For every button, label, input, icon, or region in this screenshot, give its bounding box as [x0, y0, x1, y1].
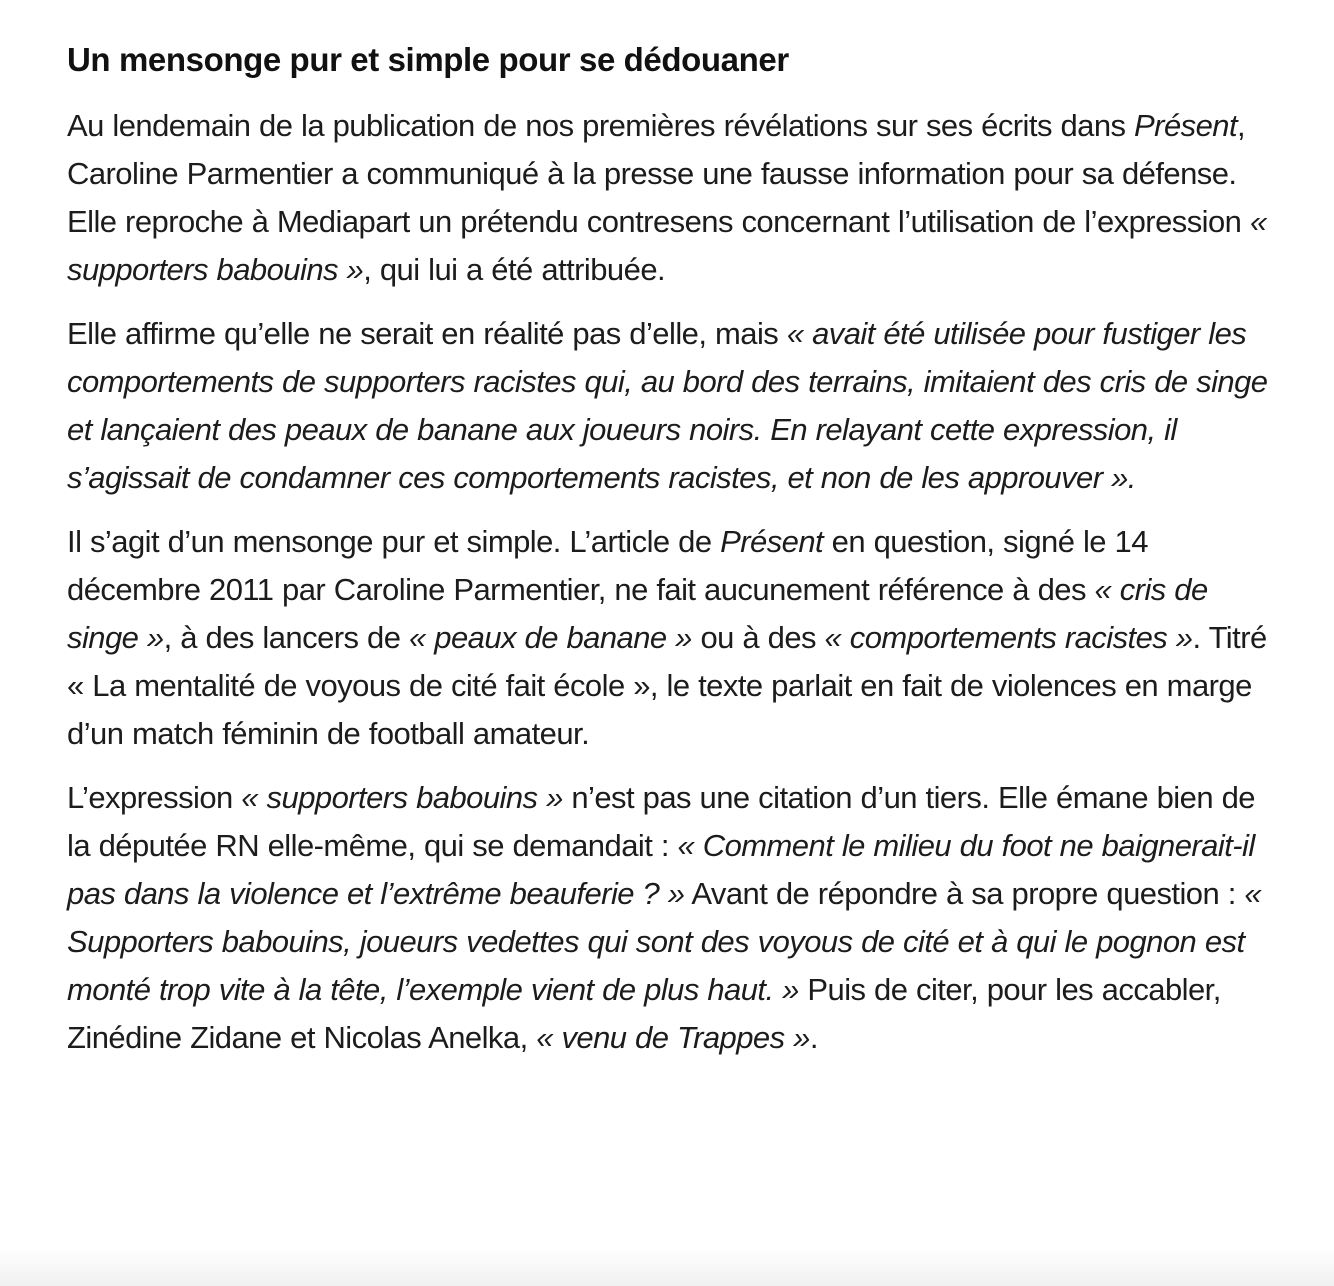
text-run: , Caroline Parmentier a communiqué à la presse une fausse information pour sa défense. Elle reproche à Mediapart un prétendu contresens concernant l’utilisation de l’expression: [67, 108, 1250, 239]
text-run: . Titré « La mentalité de voyous de cité fait école », le texte parlait en fait de violences en marge d’un match féminin de football amateur.: [67, 620, 1267, 751]
text-run: Avant de répondre à sa propre question :: [684, 876, 1245, 911]
text-run: , qui lui a été attribuée.: [363, 252, 666, 287]
text-run: , à des lancers de: [163, 620, 409, 655]
italic-quote: « cris de singe »: [67, 572, 1208, 655]
italic-quote: « venu de Trappes »: [536, 1020, 810, 1055]
italic-quote: « avait été utilisée pour fustiger les comportements de supporters racistes qui, au bord des terrains, imitaient des cris de singe et lançaient des peaux de banane aux joueurs noirs. En relayant cette expression, il s’agissait de condamner ces comportements racistes, et non de les approuver ».: [67, 316, 1268, 495]
italic-quote: Présent: [1134, 108, 1238, 143]
italic-quote: Présent: [720, 524, 824, 559]
section-heading: Un mensonge pur et simple pour se dédouaner: [67, 41, 789, 78]
text-run: L’expression: [67, 780, 242, 815]
italic-quote: « comportements racistes »: [824, 620, 1193, 655]
text-run: en question, signé le 14 décembre 2011 par Caroline Parmentier, ne fait aucunement référence à des: [67, 524, 1148, 607]
italic-quote: « peaux de banane »: [409, 620, 692, 655]
text-run: Elle affirme qu’elle ne serait en réalité pas d’elle, mais: [67, 316, 787, 351]
italic-quote: « supporters babouins »: [67, 204, 1267, 287]
italic-quote: « Comment le milieu du foot ne baignerait-il pas dans la violence et l’extrême beauferie ? »: [67, 828, 1255, 911]
paragraph: [67, 774, 1282, 1062]
italic-quote: « supporters babouins »: [241, 780, 563, 815]
paragraph: [67, 102, 1282, 294]
text-run: .: [809, 1020, 818, 1055]
italic-quote: « Supporters babouins, joueurs vedettes qui sont des voyous de cité et à qui le pognon est monté trop vite à la tête, l’exemple vient de plus haut. »: [67, 876, 1262, 1007]
text-run: Puis de citer, pour les accabler, Zinédine Zidane et Nicolas Anelka,: [67, 972, 1221, 1055]
text-run: ou à des: [691, 620, 825, 655]
article-body: [67, 38, 1282, 1078]
text-run: Il s’agit d’un mensonge pur et simple. L’article de: [67, 524, 721, 559]
paragraph: [67, 518, 1282, 758]
paragraph: [67, 310, 1282, 502]
text-run: n’est pas une citation d’un tiers. Elle émane bien de la députée RN elle-même, qui se demandait :: [67, 780, 1255, 863]
bottom-fade-overlay: [0, 1248, 1334, 1286]
text-run: Au lendemain de la publication de nos premières révélations sur ses écrits dans: [67, 108, 1135, 143]
